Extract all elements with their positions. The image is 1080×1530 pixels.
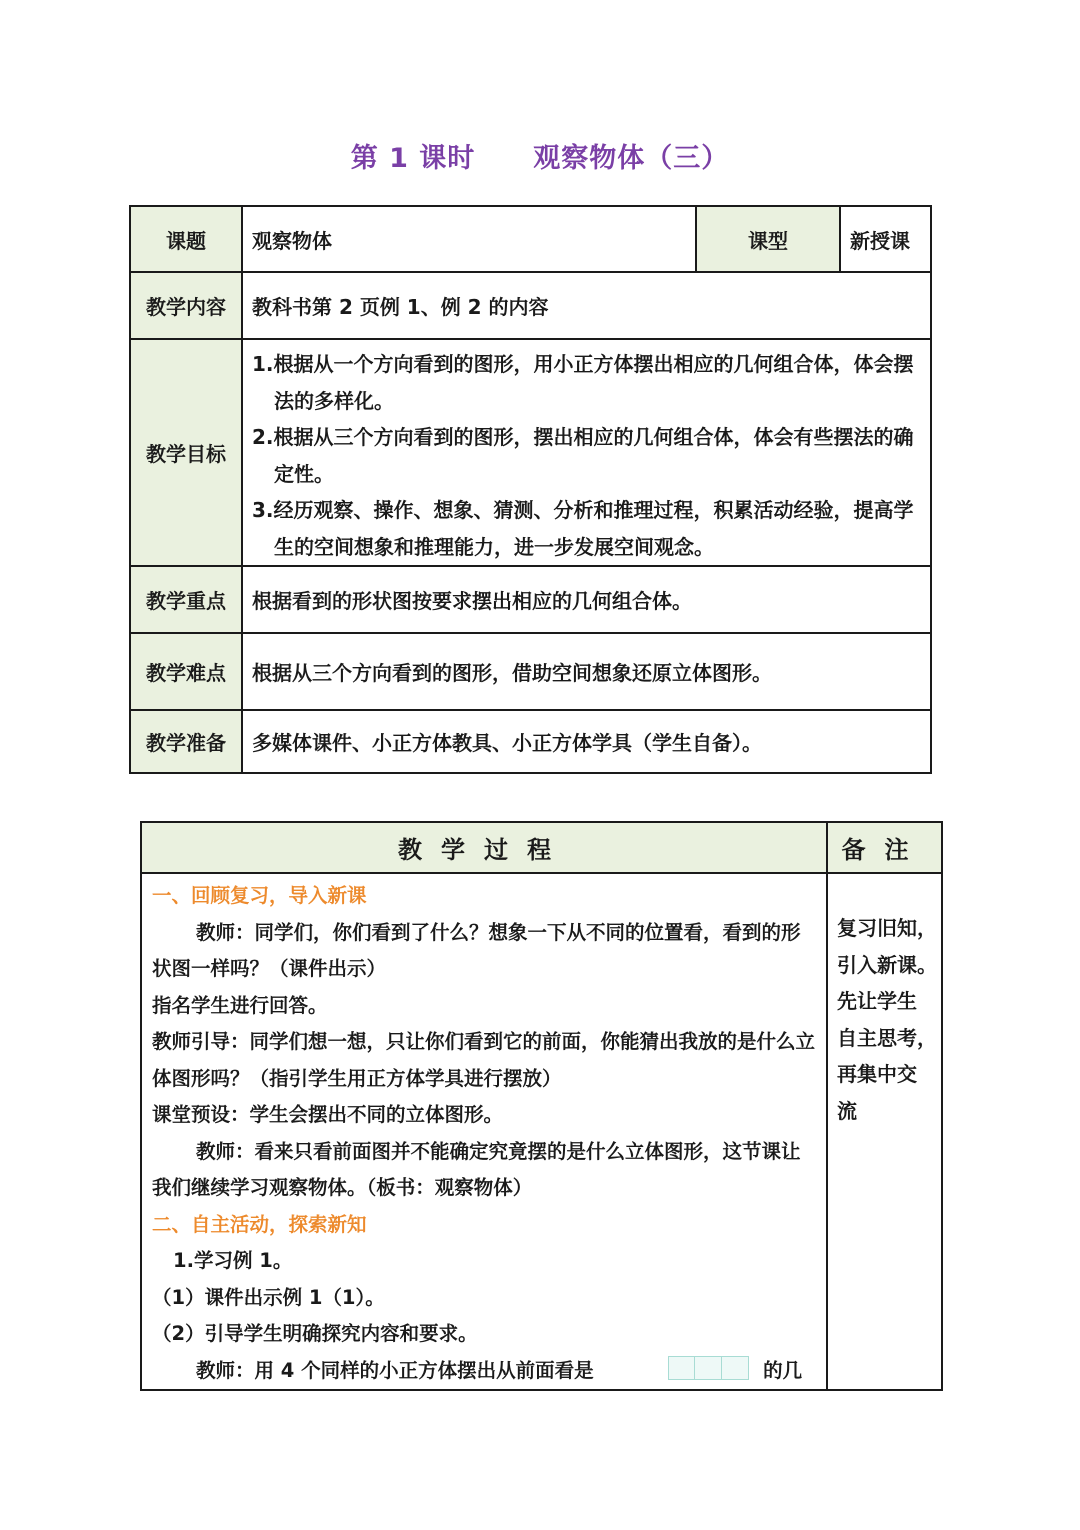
goals-cell xyxy=(242,339,931,566)
prep-label: 教学准备 xyxy=(130,710,242,773)
goal-item: 2.根据从三个方向看到的图形，摆出相应的几何组合体，体会有些摆法的确定性。 xyxy=(252,425,914,486)
topic-label: 课题 xyxy=(130,206,242,272)
goals-label: 教学目标 xyxy=(130,339,242,566)
paragraph-text: 教师：用 4 个同样的小正方体摆出从前面看是 xyxy=(196,1358,594,1382)
difficulty-label: 教学难点 xyxy=(130,633,242,710)
paragraph: 教师：同学们，你们看到了什么？想象一下从不同的位置看，看到的形状图一样吗？（课件出示） xyxy=(152,920,801,980)
paragraph xyxy=(152,1353,818,1390)
lesson-number: 第 1 课时 xyxy=(350,143,476,174)
paragraph: 教师引导：同学们想一想，只让你们看到它的前面，你能猜出我放的是什么立体图形吗？（指引学生用正方体学具进行摆放） xyxy=(152,1030,816,1090)
notes-header: 备注 xyxy=(827,822,942,873)
cube-square xyxy=(721,1356,749,1380)
paragraph-text: 的几 xyxy=(763,1358,803,1382)
type-value: 新授课 xyxy=(840,206,931,272)
difficulty-value: 根据从三个方向看到的图形，借助空间想象还原立体图形。 xyxy=(242,633,931,710)
content-label: 教学内容 xyxy=(130,272,242,339)
teaching-process-table xyxy=(140,821,943,1391)
paragraph: 1.学习例 1。 xyxy=(173,1249,293,1272)
section-heading: 一、回顾复习，导入新课 xyxy=(152,884,367,907)
note-line: 复习旧知， xyxy=(837,916,937,940)
process-content xyxy=(141,873,827,1390)
goal-item: 1.根据从一个方向看到的图形，用小正方体摆出相应的几何组合体，体会摆法的多样化。 xyxy=(252,352,914,413)
lesson-info-table xyxy=(129,205,932,774)
prep-value: 多媒体课件、小正方体教具、小正方体学具（学生自备）。 xyxy=(242,710,931,773)
paragraph: 指名学生进行回答。 xyxy=(152,993,328,1017)
goal-item: 3.经历观察、操作、想象、猜测、分析和推理过程，积累活动经验，提高学生的空间想象和推理能力，进一步发展空间观念。 xyxy=(252,498,914,559)
topic-value: 观察物体 xyxy=(242,206,696,272)
note-line: 流 xyxy=(837,1098,857,1123)
paragraph: 课堂预设：学生会摆出不同的立体图形。 xyxy=(152,1103,504,1126)
type-label: 课型 xyxy=(696,206,840,272)
front-view-cubes-figure xyxy=(624,1353,748,1390)
note-line: 引入新课。 xyxy=(837,952,937,977)
lesson-topic: 观察物体（三） xyxy=(533,143,730,174)
paragraph: （2）引导学生明确探究内容和要求。 xyxy=(152,1322,478,1345)
note-line: 再集中交 xyxy=(837,1062,917,1086)
paragraph: （1）课件出示例 1（1）。 xyxy=(152,1285,385,1309)
content-value: 教科书第 2 页例 1、例 2 的内容 xyxy=(242,272,931,339)
note-line: 自主思考， xyxy=(837,1025,937,1050)
cube-square xyxy=(668,1356,696,1380)
key-label: 教学重点 xyxy=(130,566,242,633)
cube-square xyxy=(694,1356,722,1380)
paragraph: 教师：看来只看前面图并不能确定究竟摆的是什么立体图形，这节课让我们继续学习观察物体。（板书：观察物体） xyxy=(152,1139,801,1199)
key-value: 根据看到的形状图按要求摆出相应的几何组合体。 xyxy=(242,566,931,633)
section-heading: 二、自主活动，探索新知 xyxy=(152,1212,367,1236)
notes-content xyxy=(827,873,942,1390)
process-header: 教学过程 xyxy=(141,822,827,873)
page-title xyxy=(0,136,1080,175)
note-line: 先让学生 xyxy=(837,989,917,1013)
